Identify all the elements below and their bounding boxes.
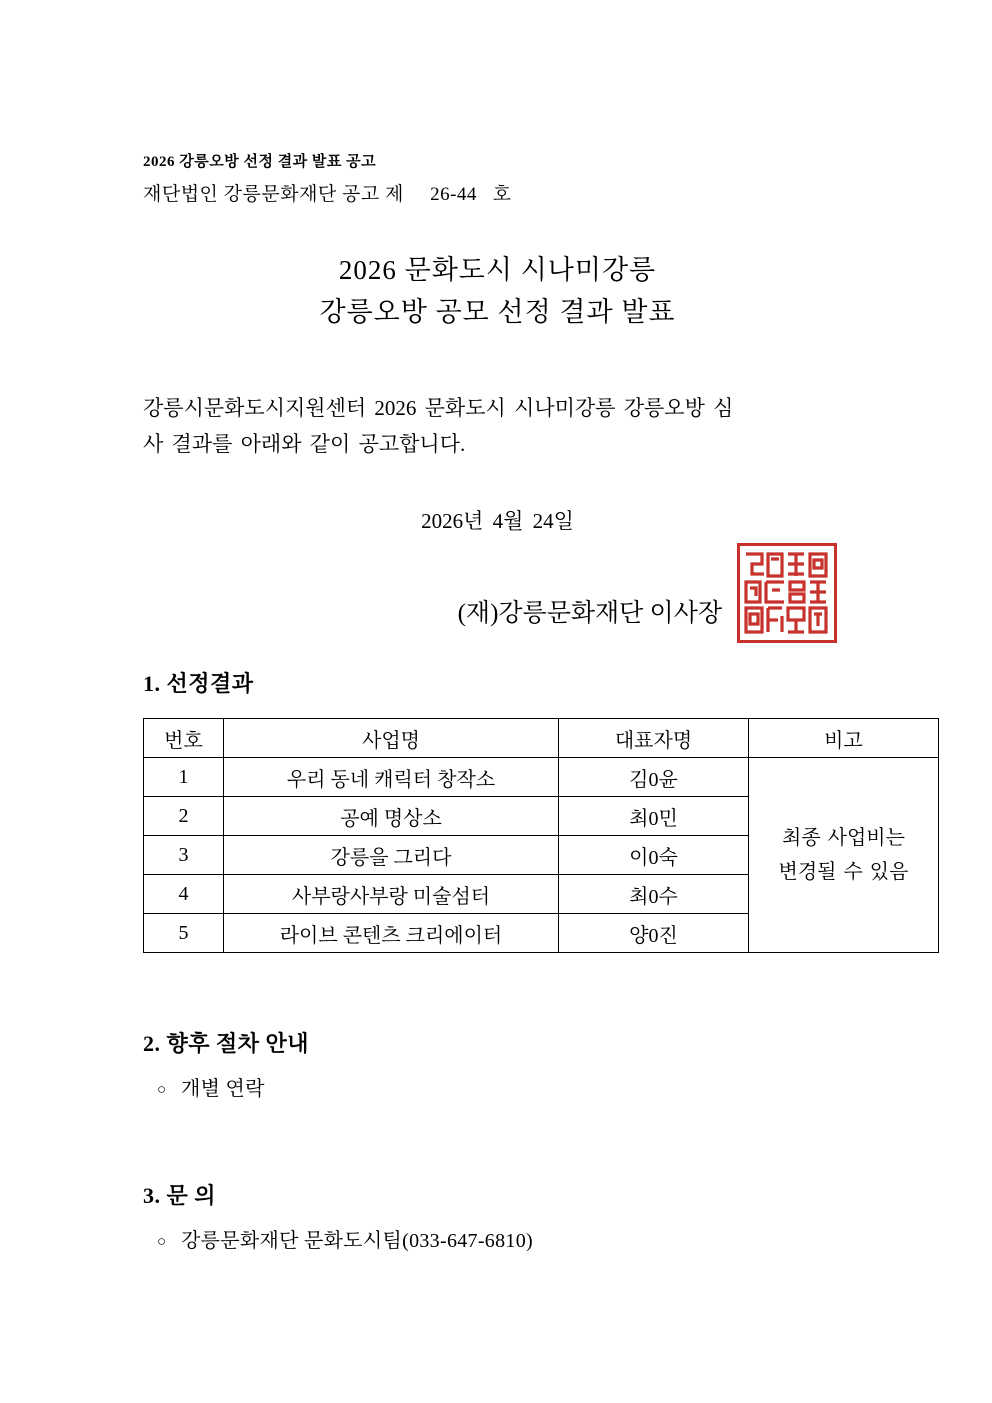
cell-representative: 양0진: [559, 914, 749, 953]
cell-no: 4: [144, 875, 224, 914]
column-header-project: 사업명: [224, 719, 559, 758]
document-title-line-1: 2026 문화도시 시나미강릉: [338, 255, 657, 285]
section-3-item-text: 강릉문화재단 문화도시팀(033-647-6810): [181, 1230, 533, 1253]
document-number: 재단법인 강릉문화재단 공고 제 26-44 호: [143, 184, 512, 205]
cell-no: 5: [144, 914, 224, 953]
circle-bullet-icon: ○: [157, 1082, 167, 1099]
cell-project: 라이브 콘텐츠 크리에이터: [224, 914, 559, 953]
document-title-line-2: 강릉오방 공모 선정 결과 발표: [319, 296, 676, 327]
signature-text: (재)강릉문화재단 이사장: [457, 600, 722, 628]
section-3-item: [143, 1224, 852, 1253]
cell-representative: 최0수: [559, 875, 749, 914]
official-seal-stamp-icon: [737, 543, 837, 643]
cell-project: 강릉을 그리다: [224, 836, 559, 875]
document-header-title: 2026 강릉오방 선정 결과 발표 공고: [143, 154, 377, 170]
document-intro: [143, 390, 852, 464]
document-date: 2026년 4월 24일: [421, 509, 574, 534]
cell-representative: 김0윤: [559, 758, 749, 797]
cell-representative: 이0숙: [559, 836, 749, 875]
cell-project: 공예 명상소: [224, 797, 559, 836]
cell-representative: 최0민: [559, 797, 749, 836]
column-header-note: 비고: [749, 719, 939, 758]
selection-results-table: [143, 718, 939, 953]
note-line-1: 최종 사업비는: [782, 827, 905, 850]
section-1-heading: 1. 선정결과: [143, 671, 254, 697]
cell-project: 사부랑사부랑 미술섬터: [224, 875, 559, 914]
cell-note: [749, 758, 939, 953]
circle-bullet-icon: ○: [157, 1234, 167, 1251]
signature-row: [143, 575, 852, 645]
note-line-2: 변경될 수 있음: [778, 861, 909, 884]
cell-no: 3: [144, 836, 224, 875]
section-2-item-text: 개별 연락: [181, 1078, 265, 1101]
cell-project: 우리 동네 캐릭터 창작소: [224, 758, 559, 797]
column-header-representative: 대표자명: [559, 719, 749, 758]
cell-no: 2: [144, 797, 224, 836]
section-2-item: [143, 1072, 852, 1101]
intro-line-1: 강릉시문화도시지원센터 2026 문화도시 시나미강릉 강릉오방 심: [143, 395, 734, 420]
intro-line-2: 사 결과를 아래와 같이 공고합니다.: [143, 432, 466, 457]
section-2-heading: 2. 향후 절차 안내: [143, 1031, 310, 1057]
cell-no: 1: [144, 758, 224, 797]
table-header-row: [144, 719, 939, 758]
table-row: [144, 758, 939, 797]
section-3-heading: 3. 문 의: [143, 1183, 217, 1209]
column-header-no: 번호: [144, 719, 224, 758]
document-title-block: [143, 250, 852, 334]
